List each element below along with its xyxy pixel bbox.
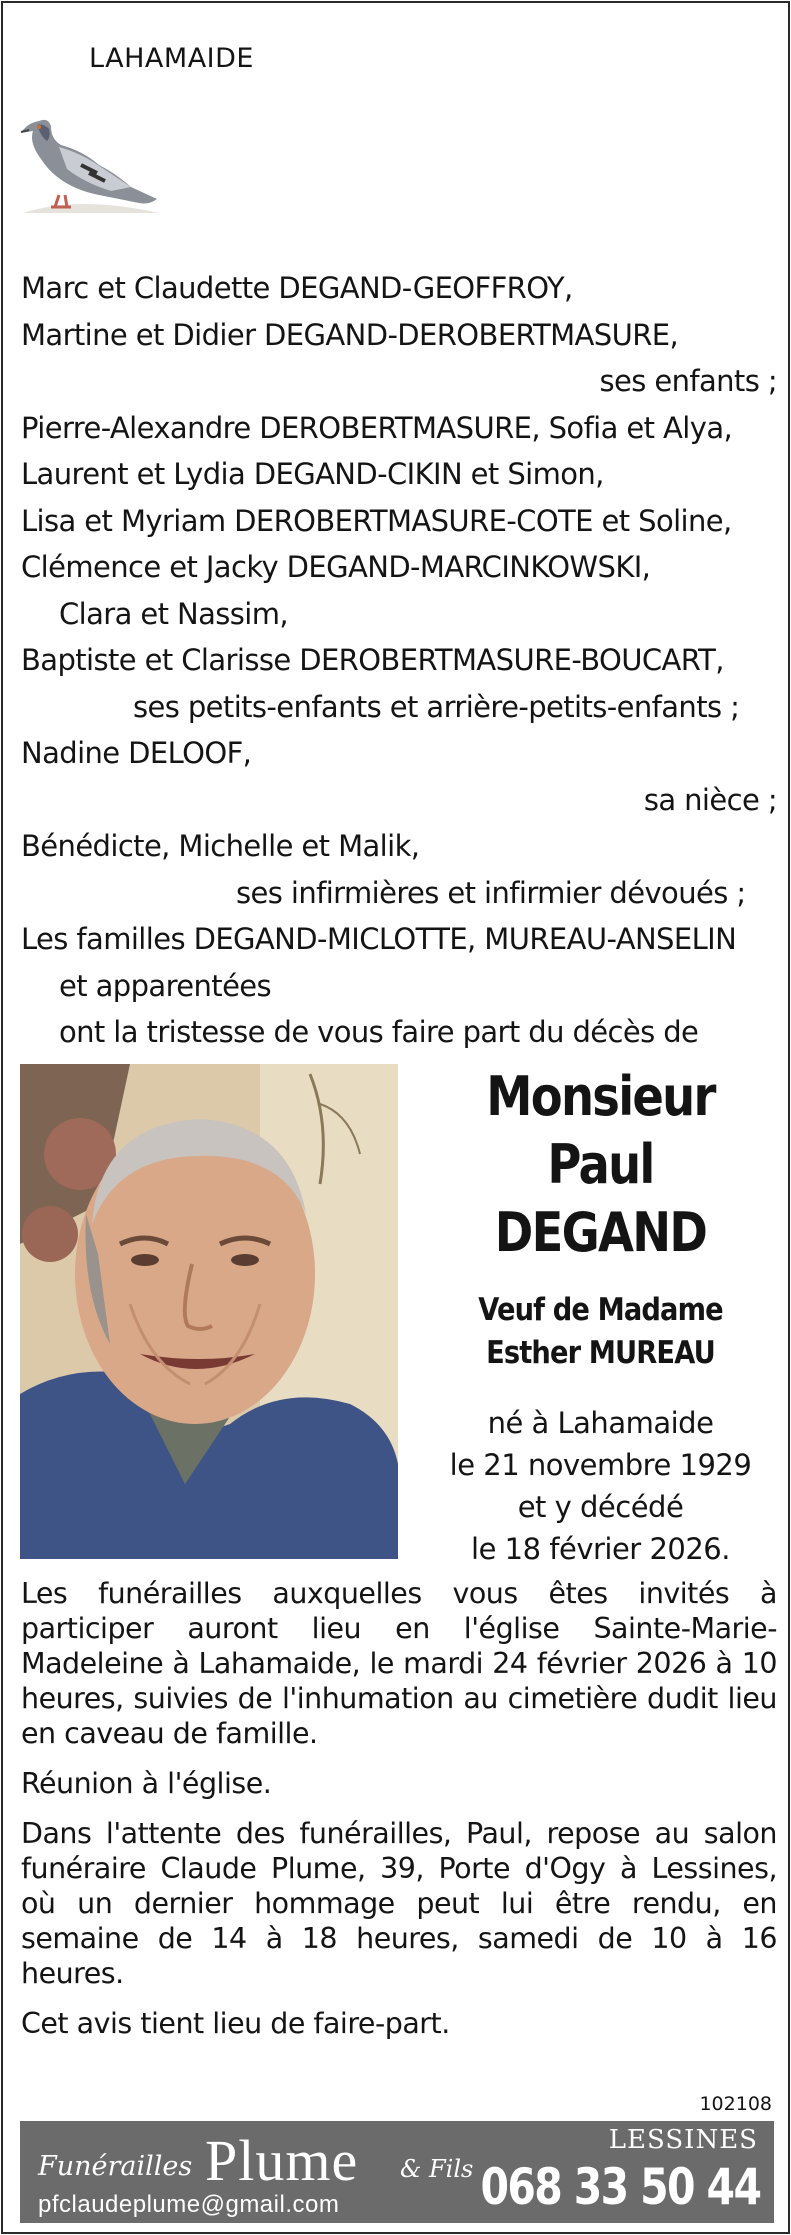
born-place: né à Lahamaide [487, 1406, 714, 1440]
died-place: et y décédé [517, 1490, 684, 1524]
portrait-photo [20, 1064, 398, 1559]
family-line: et apparentées [59, 968, 272, 1003]
family-line: Lisa et Myriam DEROBERTMASURE-COTE et Soline, [21, 503, 732, 538]
family-line: sa nièce ; [643, 782, 777, 817]
family-line: Pierre-Alexandre DEROBERTMASURE, Sofia et Alya, [21, 410, 733, 445]
deceased-last-name: DEGAND [494, 1201, 707, 1264]
birth-date: le 21 novembre 1929 [449, 1448, 752, 1482]
visitation-paragraph: Dans l'attente des funérailles, Paul, repose au salon funéraire Claude Plume, 39, Porte d'Ogy à Lessines, où un dernier hommage peut lui être rendu, en semaine de 14 à 18 heures, samedi de 10 à 16 heures. [21, 1817, 777, 1990]
family-line: Nadine DELOOF, [21, 736, 252, 770]
fils-label: & Fils [400, 2155, 474, 2183]
widow-line-1: Veuf de Madame [478, 1292, 723, 1328]
funeral-home-banner [20, 2121, 774, 2223]
notice-paragraph: Cet avis tient lieu de faire-part. [21, 2007, 450, 2040]
deceased-block [423, 1063, 778, 1570]
village-name: LAHAMAIDE [89, 43, 254, 74]
family-line: ses petits-enfants et arrière-petits-enfants ; [133, 689, 740, 724]
obituary-notice [1, 1, 790, 2234]
deceased-first-name: Paul [547, 1133, 654, 1196]
life-dates [423, 1402, 778, 1570]
family-line: Les familles DEGAND-MICLOTTE, MUREAU-ANSELIN [21, 922, 737, 956]
city-label: LESSINES [608, 2125, 758, 2155]
family-line: ont la tristesse de vous faire part du décès de [59, 1015, 699, 1049]
family-line: Martine et Didier DEGAND-DEROBERTMASURE, [21, 317, 679, 352]
reference-number: 102108 [699, 2093, 772, 2115]
family-line: Clara et Nassim, [59, 596, 289, 631]
deceased-title: Monsieur [486, 1065, 715, 1128]
funeral-details [21, 1576, 777, 2056]
family-line: Laurent et Lydia DEGAND-CIKIN et Simon, [21, 457, 604, 491]
family-line: ses enfants ; [599, 364, 777, 398]
funerailles-label: Funérailles [38, 2151, 193, 2182]
widow-line-2: Esther MUREAU [486, 1335, 715, 1371]
meeting-paragraph: Réunion à l'église. [21, 1767, 272, 1800]
family-list [21, 265, 777, 1056]
family-line: Marc et Claudette DEGAND-GEOFFROY, [21, 271, 573, 305]
plume-logo: Plume [205, 2128, 359, 2193]
phone-number[interactable]: 068 33 50 44 [480, 2158, 760, 2216]
widow-of [444, 1289, 756, 1375]
family-line: Clémence et Jacky DEGAND-MARCINKOWSKI, [21, 550, 651, 584]
family-line: Bénédicte, Michelle et Malik, [21, 829, 420, 863]
family-line: ses infirmières et infirmier dévoués ; [236, 875, 746, 910]
pigeon-icon [19, 103, 159, 213]
funeral-paragraph: Les funérailles auxquelles vous êtes invités à participer auront lieu en l'église Sainte-Marie-Madeleine à Lahamaide, le mardi 24 février 2026 à 10 heures, suivies de l'inhumation au cimetière dudit lieu en caveau de famille. [21, 1577, 777, 1750]
death-date: le 18 février 2026. [471, 1532, 730, 1566]
email-address[interactable]: pfclaudeplume@gmail.com [38, 2191, 340, 2218]
family-line: Baptiste et Clarisse DEROBERTMASURE-BOUCART, [21, 643, 724, 677]
